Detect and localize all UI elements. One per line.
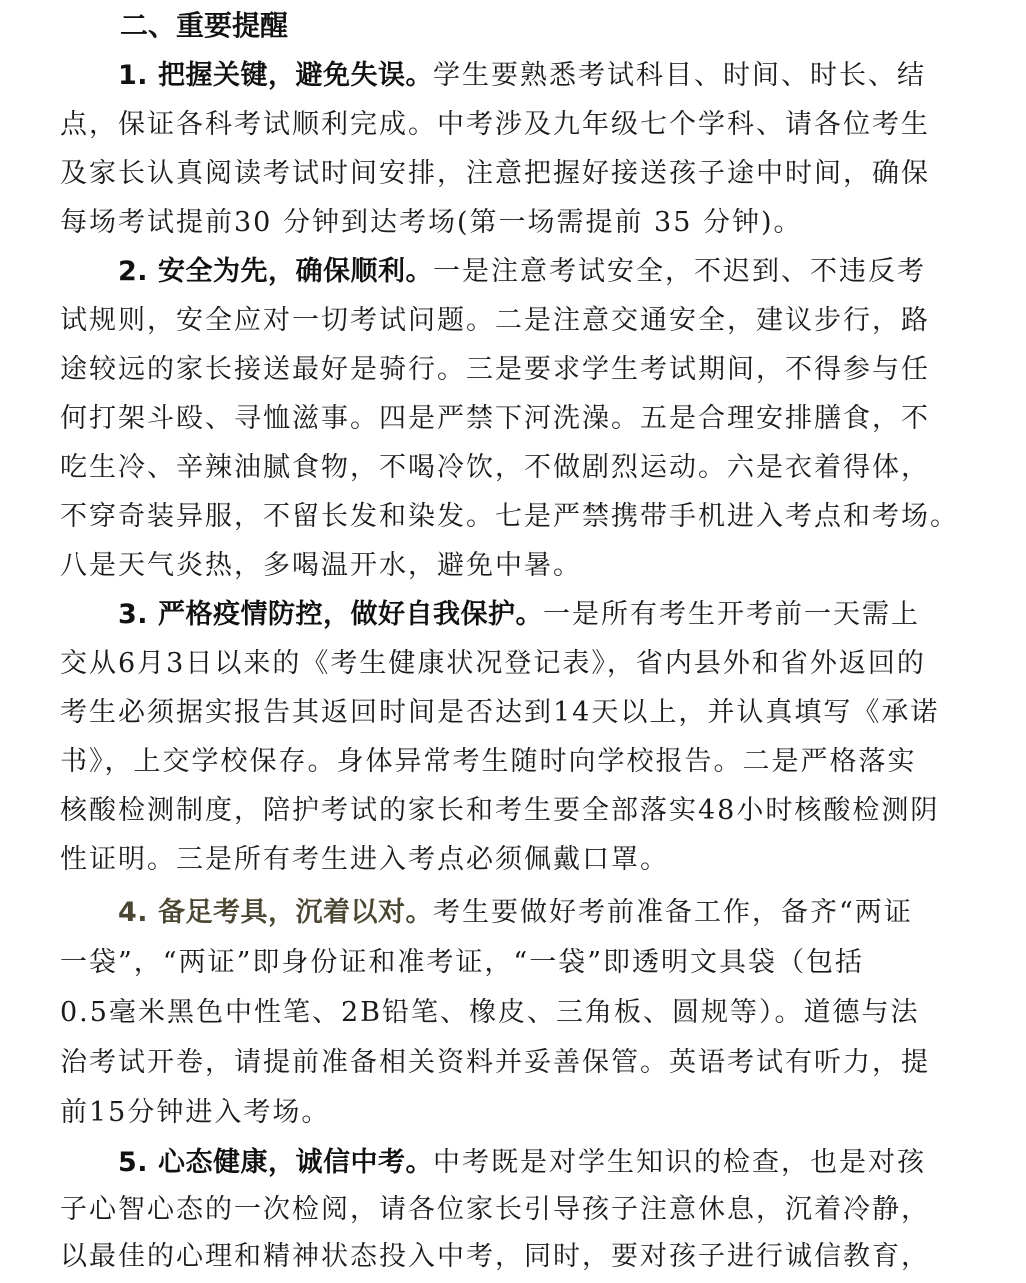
item-2-line: 途较远的家长接送最好是骑行。三是要求学生考试期间，不得参与任 (60, 354, 930, 385)
item-5-line: 子心智心态的一次检阅，请各位家长引导孩子注意休息，沉着冷静， (60, 1194, 930, 1225)
item-1-lead: 1. 把握关键，避免失误。 (118, 60, 433, 91)
item-2-lead: 2. 安全为先，确保顺利。 (118, 256, 433, 287)
item-2-text: 一是注意考试安全，不迟到、不违反考 (432, 256, 926, 287)
item-3-line: 书》，上交学校保存。身体异常考生随时向学校报告。二是严格落实 (60, 746, 917, 777)
item-2-line: 八是天气炎热，多喝温开水，避免中暑。 (60, 550, 582, 581)
item-4-line: 治考试开卷，请提前准备相关资料并妥善保管。英语考试有听力，提 (60, 1047, 930, 1078)
item-2-first-line (118, 252, 926, 292)
item-5-first-line (118, 1143, 926, 1183)
item-2-line: 何打架斗殴、寻恤滋事。四是严禁下河洗澡。五是合理安排膳食，不 (60, 403, 930, 434)
item-3-line: 考生必须据实报告其返回时间是否达到14天以上，并认真填写《承诺 (60, 697, 940, 728)
item-2-line: 不穿奇装异服，不留长发和染发。七是严禁携带手机进入考点和考场。 (60, 501, 959, 532)
item-2-line: 吃生冷、辛辣油腻食物，不喝冷饮，不做剧烈运动。六是衣着得体， (60, 452, 930, 483)
item-3-line: 交从6月3日以来的《考生健康状况登记表》，省内县外和省外返回的 (60, 648, 926, 679)
item-4-lead: 4. 备足考具，沉着以对。 (118, 897, 433, 928)
item-5-lead: 5. 心态健康，诚信中考。 (118, 1147, 433, 1178)
item-1-line: 及家长认真阅读考试时间安排，注意把握好接送孩子途中时间，确保 (60, 158, 930, 189)
item-1-first-line (118, 56, 926, 96)
item-3-text: 一是所有考生开考前一天需上 (542, 599, 920, 630)
item-3-line: 性证明。三是所有考生进入考点必须佩戴口罩。 (60, 844, 669, 875)
item-4-line: 0.5毫米黑色中性笔、2B铅笔、橡皮、三角板、圆规等）。道德与法 (60, 997, 920, 1028)
item-3-lead: 3. 严格疫情防控，做好自我保护。 (118, 599, 543, 630)
item-5-line: 以最佳的心理和精神状态投入中考，同时，要对孩子进行诚信教育， (60, 1241, 930, 1272)
item-1-line: 每场考试提前30 分钟到达考场(第一场需提前 35 分钟)。 (60, 207, 803, 238)
item-4-line: 一袋”，“两证”即身份证和准考证，“一袋”即透明文具袋（包括 (60, 947, 865, 978)
item-2-line: 试规则，安全应对一切考试问题。二是注意交通安全，建议步行，路 (60, 305, 930, 336)
item-4-first-line (118, 893, 913, 933)
item-1-line: 点，保证各科考试顺利完成。中考涉及九年级七个学科、请各位考生 (60, 109, 930, 140)
item-1-text: 学生要熟悉考试科目、时间、时长、结 (432, 60, 926, 91)
item-4-line: 前15分钟进入考场。 (60, 1097, 331, 1128)
section-heading: 二、重要提醒 (120, 9, 289, 42)
item-4-text: 考生要做好考前准备工作，备齐“两证 (432, 897, 913, 928)
item-3-first-line (118, 595, 920, 635)
item-5-text: 中考既是对学生知识的检查，也是对孩 (432, 1147, 926, 1178)
item-3-line: 核酸检测制度，陪护考试的家长和考生要全部落实48小时核酸检测阴 (60, 795, 940, 826)
